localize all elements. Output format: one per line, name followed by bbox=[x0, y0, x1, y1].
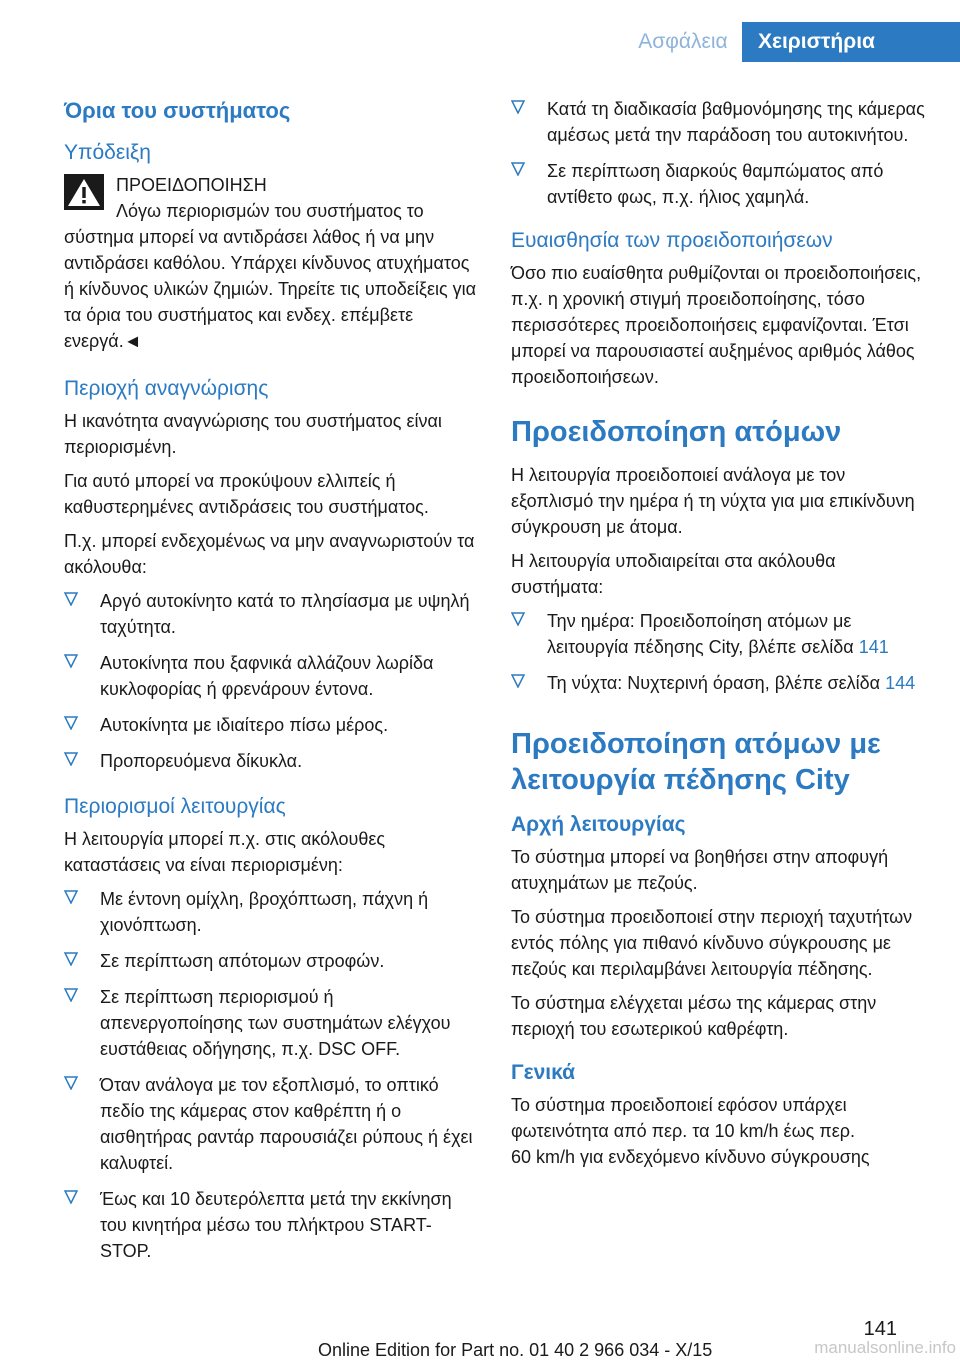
paragraph: 60 km/h για ενδεχόμενο κίνδυνο σύγκρουσης bbox=[511, 1147, 870, 1167]
bullet-triangle-icon bbox=[64, 592, 78, 606]
bullet-triangle-icon bbox=[64, 988, 78, 1002]
paragraph: Το σύστημα ελέγχεται μέσω της κάμερας στην περιοχή του εσωτερικού καθρέφτη. bbox=[511, 993, 877, 1039]
list-item: Έως και 10 δευτερόλεπτα μετά την εκκίνηση του κινητήρα μέσω του πλήκτρου START-STOP. bbox=[64, 1186, 480, 1264]
list-item: Προπορευόμενα δίκυκλα. bbox=[64, 748, 480, 774]
paragraph: Το σύστημα προειδοποιεί εφόσον υπάρχει φωτεινότητα από περ. τα 10 km/h έως περ. bbox=[511, 1095, 855, 1141]
paragraph: Η λειτουργία προειδοποιεί ανάλογα με τον εξοπλισμό την ημέρα ή τη νύχτα για μια επικίνδυνη σύγκρουση με άτομα. bbox=[511, 465, 915, 537]
watermark: manualsonline.info bbox=[814, 1338, 956, 1357]
page-link-141[interactable]: 141 bbox=[858, 637, 889, 657]
list-item: Σε περίπτωση απότομων στροφών. bbox=[64, 948, 480, 974]
page-number: 141 bbox=[863, 1318, 897, 1340]
heading-general: Γενικά bbox=[511, 1061, 576, 1084]
bullet-triangle-icon bbox=[64, 1190, 78, 1204]
page-link-144[interactable]: 144 bbox=[885, 673, 916, 693]
list-item: Όταν ανάλογα με τον εξοπλισμό, το οπτικό πεδίο της κάμερας στον καθρέπτη ή ο αισθητήρας ραντάρ παρουσιάζει ρύπους ή έχει καλυφτεί. bbox=[64, 1072, 480, 1176]
list-item: Αυτοκίνητα που ξαφνικά αλλάζουν λωρίδα κυκλοφορίας ή φρενάρουν έντονα. bbox=[64, 650, 480, 702]
bullet-triangle-icon bbox=[511, 100, 525, 114]
bullet-triangle-icon bbox=[511, 612, 525, 626]
function-limits-list bbox=[64, 886, 480, 1264]
person-warning-list bbox=[511, 608, 929, 696]
warning-triangle-icon bbox=[64, 174, 104, 210]
paragraph: Π.χ. μπορεί ενδεχομένως να μην αναγνωριστούν τα ακόλουθα: bbox=[64, 531, 475, 577]
detection-list bbox=[64, 588, 480, 774]
paragraph: Το σύστημα προειδοποιεί στην περιοχή ταχυτήτων εντός πόλης για πιθανό κίνδυνο σύγκρουσης με πεζούς και περιλαμβάνει λειτουργία πέδησης. bbox=[511, 907, 913, 979]
bullet-triangle-icon bbox=[64, 654, 78, 668]
paragraph: Η λειτουργία υποδιαιρείται στα ακόλουθα συστήματα: bbox=[511, 551, 836, 597]
bullet-triangle-icon bbox=[64, 1076, 78, 1090]
bullet-triangle-icon bbox=[64, 752, 78, 766]
heading-system-limits: Όρια του συστήματος bbox=[64, 98, 291, 123]
paragraph: Το σύστημα μπορεί να βοηθήσει στην αποφυγή ατυχημάτων με πεζούς. bbox=[511, 847, 889, 893]
bullet-triangle-icon bbox=[64, 952, 78, 966]
bullet-triangle-icon bbox=[511, 674, 525, 688]
heading-note: Υπόδειξη bbox=[64, 141, 151, 164]
paragraph: Η λειτουργία μπορεί π.χ. στις ακόλουθες καταστάσεις να είναι περιορισμένη: bbox=[64, 829, 386, 875]
left-column bbox=[64, 96, 480, 1274]
list-item: Κατά τη διαδικασία βαθμονόμησης της κάμερας αμέσως μετά την παράδοση του αυτοκινήτου. bbox=[511, 96, 929, 148]
warning-title: ΠΡΟΕΙΔΟΠΟΙΗΣΗ bbox=[116, 175, 267, 195]
paragraph: Για αυτό μπορεί να προκύψουν ελλιπείς ή καθυστερημένες αντιδράσεις του συστήματος. bbox=[64, 471, 429, 517]
heading-principle: Αρχή λειτουργίας bbox=[511, 813, 686, 836]
edition-footer: Online Edition for Part no. 01 40 2 966 034 - X/15 bbox=[318, 1340, 713, 1360]
bullet-triangle-icon bbox=[511, 162, 525, 176]
list-item: Σε περίπτωση διαρκούς θαμπώματος από αντίθετο φως, π.χ. ήλιος χαμηλά. bbox=[511, 158, 929, 210]
list-item: Την ημέρα: Προειδοποίηση ατόμων με λειτουργία πέδησης City, βλέπε σελίδα 141 bbox=[511, 608, 929, 660]
heading-person-warning: Προειδοποίηση ατόμων bbox=[511, 416, 842, 448]
list-item: Αργό αυτοκίνητο κατά το πλησίασμα με υψηλή ταχύτητα. bbox=[64, 588, 480, 640]
bullet-triangle-icon bbox=[64, 890, 78, 904]
warning-body: Λόγω περιορισμών του συστήματος το σύστημα μπορεί να αντιδράσει λάθος ή να μην αντιδράσει καθόλου. Υπάρχει κίνδυνος ατυχήματος ή κίνδυνος υλικών ζημιών. Τηρείτε τις υποδείξεις για τα όρια του συστήματος και ενδεχ. επέμβετε ενεργά.◄ bbox=[64, 201, 477, 351]
heading-city-braking: Προειδοποίηση ατόμων με λειτουργία πέδησης City bbox=[511, 728, 881, 796]
list-item: Με έντονη ομίχλη, βροχόπτωση, πάχνη ή χιονόπτωση. bbox=[64, 886, 480, 938]
list-item: Αυτοκίνητα με ιδιαίτερο πίσω μέρος. bbox=[64, 712, 480, 738]
bullet-triangle-icon bbox=[64, 716, 78, 730]
right-column bbox=[511, 96, 929, 1178]
tab-safety[interactable]: Ασφάλεια bbox=[638, 30, 728, 53]
function-limits-list-continued bbox=[511, 96, 929, 210]
list-item: Σε περίπτωση περιορισμού ή απενεργοποίησης των συστημάτων ελέγχου ευστάθειας οδήγησης, π.χ. DSC OFF. bbox=[64, 984, 480, 1062]
heading-warning-sensitivity: Ευαισθησία των προειδοποιήσεων bbox=[511, 229, 833, 252]
list-item: Τη νύχτα: Νυχτερινή όραση, βλέπε σελίδα 144 bbox=[511, 670, 929, 696]
tab-controls[interactable]: Χειριστήρια bbox=[742, 22, 960, 62]
header-tabs bbox=[616, 22, 960, 62]
heading-detection-area: Περιοχή αναγνώρισης bbox=[64, 377, 269, 400]
heading-function-limits: Περιορισμοί λειτουργίας bbox=[64, 795, 286, 818]
paragraph: Η ικανότητα αναγνώρισης του συστήματος είναι περιορισμένη. bbox=[64, 411, 442, 457]
warning-box bbox=[64, 172, 480, 354]
paragraph: Όσο πιο ευαίσθητα ρυθμίζονται οι προειδοποιήσεις, π.χ. η χρονική στιγμή προειδοποίησης, τόσο περισσότερες προειδοποιήσεις εμφανίζονται. Έτσι μπορεί να παρουσιαστεί αυξημένος αριθμός λάθος προειδοποιήσεων. bbox=[511, 263, 922, 387]
